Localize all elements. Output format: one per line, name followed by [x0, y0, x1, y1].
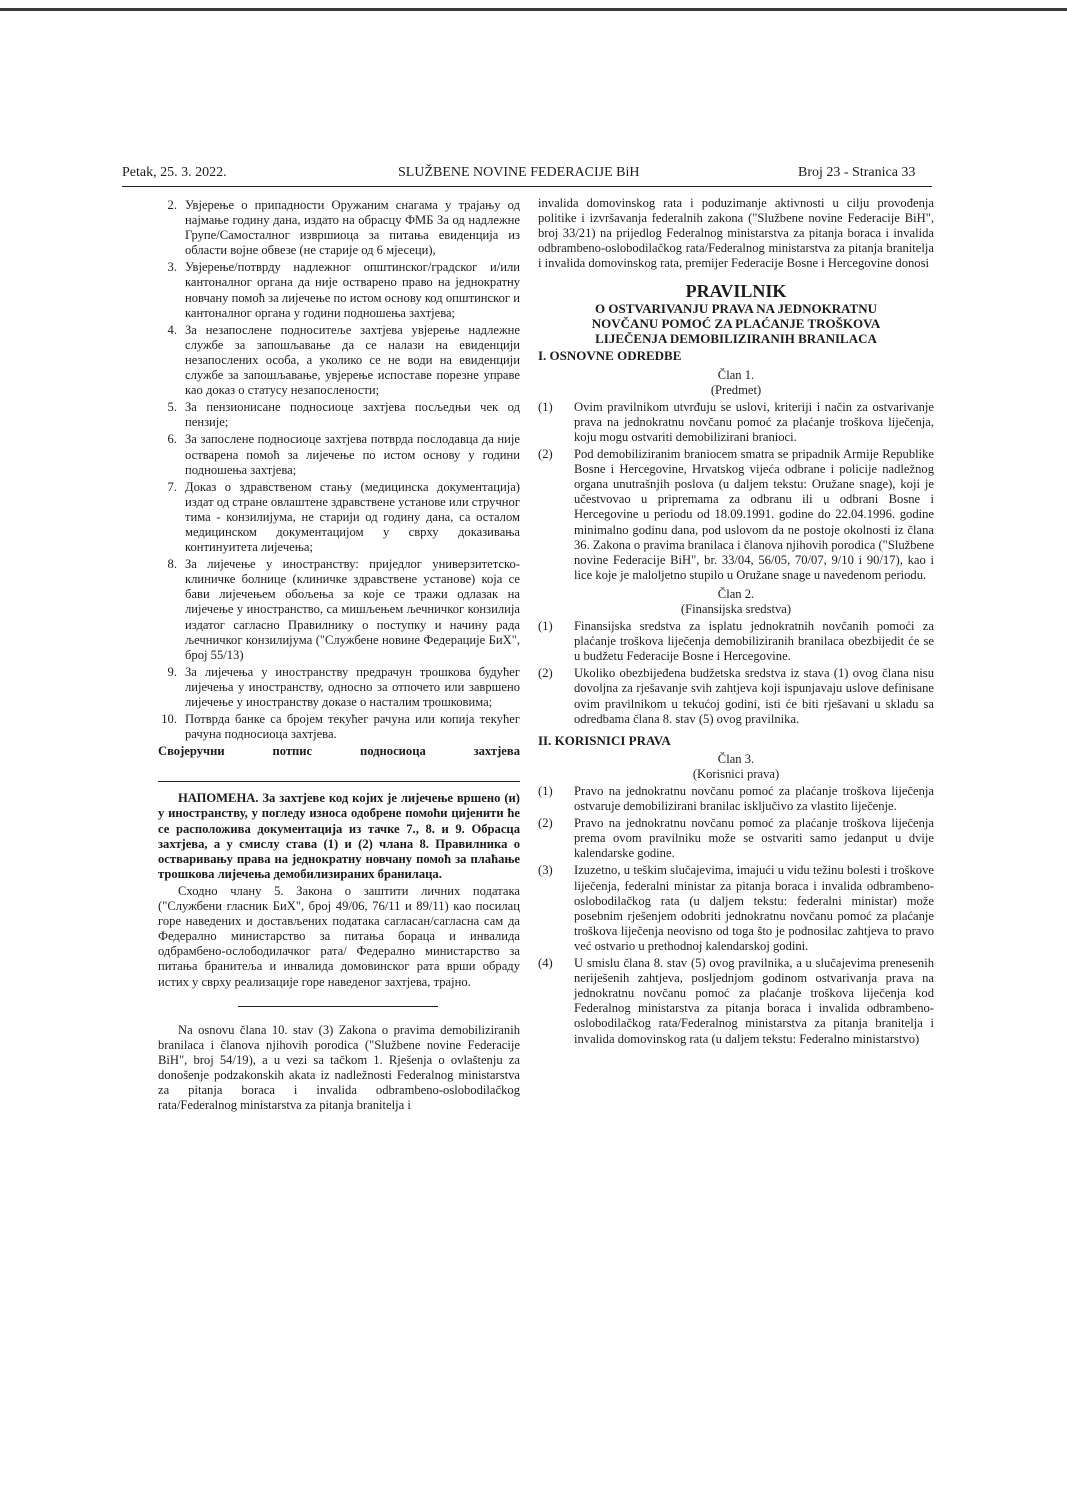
intro-paragraph: invalida domovinskog rata i poduzimanje aktivnosti u cilju provođenja politike i izvršavanja federalnih zakona ("Službene novine Federacije BiH", broj 33/21) na prijedlog Federalnog ministarstva za pitanja boraca i invalida odbrambeno-oslobodilačkog rata/Federalnog ministarstva za pitanja branitelja i invalida domovinskog rata, premijer Federacije Bosne i Hercegovine donosi	[538, 196, 934, 271]
list-item-text: Увјерење/потврду надлежног општинског/градског и/или кантоналног органа да није остварено право на једнократну новчану помоћ за лијечење по истом основу код општинског и кантоналног органа у години подношења захтјева;	[185, 260, 520, 320]
header-date: Petak, 25. 3. 2022.	[122, 165, 227, 180]
right-column	[538, 196, 934, 1049]
list-item	[158, 665, 520, 710]
article-paragraph	[538, 400, 934, 445]
header-page-number: Broj 23 - Stranica 33	[798, 165, 916, 180]
list-item-number: 3.	[167, 260, 177, 275]
list-item	[158, 323, 520, 398]
separator-rule	[158, 781, 520, 782]
document-subtitle-line-1: O OSTVARIVANJU PRAVA NA JEDNOKRATNU	[595, 301, 877, 317]
article-paragraph	[538, 863, 934, 954]
article-paragraph-text: Ovim pravilnikom utvrđuju se uslovi, kriteriji i način za ostvarivanje prava na jednokratnu novčanu pomoć za plaćanje troškova liječenja, koju mogu ostvariti demobilizirani branioci.	[574, 399, 934, 444]
article-paragraph	[538, 816, 934, 861]
list-item-text: За лијечења у иностранству предрачун трошкова будућег лијечења у иностранству, односно за отпочето или завршено лијечење у иностранству доказе о насталим трошковима;	[185, 664, 520, 709]
list-item-text: За лијечење у иностранству: приједлог универзитетско-клиничке болнице (клиничке здравствене установе) која се бави лијечењем обољења за које се тражи одлазак на лијечење у иностранство, са мишљењем љечничког конзилија издатог сагласно Правилнику о поступку и начину рада љечничког конзилијума ("Службене новине Федерације БиХ", број 55/13)	[185, 557, 520, 662]
consent-paragraph: Сходно члану 5. Закона о заштити личних података ("Службени гласник БиХ", број 49/06, 76/11 и 89/11) као посилац горе наведених и достављених података сагласан/сагласна сам да Федерално министарство за питања бораца и инвалида одбрамбено-ослободилачког рата/ Федерално министарство за питања бранитеља и инвалида домовинског рата врши обраду истих у сврху реализације горе наведеног захтјева, трајно.	[158, 883, 520, 989]
article-3-heading: Član 3.	[717, 751, 755, 766]
short-separator-rule	[238, 1006, 438, 1007]
list-item	[158, 260, 520, 320]
requirements-list	[158, 198, 520, 742]
article-paragraph-number: (2)	[538, 447, 553, 462]
article-paragraph-number: (1)	[538, 619, 553, 634]
article-paragraph	[538, 619, 934, 664]
article-2-subject: (Finansijska sredstva)	[680, 601, 792, 616]
article-1-subject: (Predmet)	[710, 382, 762, 397]
header-rule	[122, 186, 932, 187]
list-item	[158, 480, 520, 555]
article-paragraph-text: U smislu člana 8. stav (5) ovog pravilnika, a u slučajevima prenesenih neriješenih zahtjeva, posljednjom godinom ostvarivanja prava na jednokratnu novčanu pomoć za plaćanje troškova liječenja kod Federalnog ministarstva za pitanja boraca i invalida odbrambeno-oslobodilačkog rata/Federalnog ministarstva za pitanja branitelja i invalida domovinskog rata (u daljem tekstu: Federalno ministarstvo)	[574, 956, 934, 1046]
article-paragraph-text: Izuzetno, u teškim slučajevima, imajući u vidu težinu bolesti i troškove liječenja, federalni ministar za pitanja boraca i invalida odbrambeno-oslobodilačkog rata (u daljem tekstu: federalni ministar) može posebnim rješenjem odobriti jednokratnu novčanu pomoć za plaćanje troškova liječenja neovisno od toga što je podnosilac zahtjeva to pravo već ostvario u prethodnoj kalendarskoj godini.	[574, 863, 934, 953]
article-paragraph-text: Finansijska sredstva za isplatu jednokratnih novčanih pomoći za plaćanje troškova liječenja demobiliziranih branilaca obezbijedit će se u budžetu Federacije Bosne i Hercegovine.	[574, 619, 934, 664]
article-paragraph	[538, 447, 934, 583]
article-paragraph	[538, 666, 934, 726]
article-paragraph-number: (1)	[538, 784, 553, 798]
list-item	[158, 557, 520, 663]
list-item-text: Доказ о здравственом стању (медицинска документација) издат од стране овлаштене здравствене установе или стручног тима - конзилијума, не старији од годину дана, са осталом медицинском документацијом у сврху доказивања континуитета лијечења;	[185, 479, 520, 555]
article-paragraph-number: (1)	[538, 399, 553, 414]
article-3-subject: (Korisnici prava)	[692, 766, 780, 781]
signature-line	[158, 744, 520, 759]
list-item-number: 10.	[161, 712, 177, 727]
list-item-text: Увјерење о припадности Оружаним снагама у трајању од најмање годину дана, издато на обрасцу ФМБ За од надлежне Групе/Самосталног извршиоца за питања евиденција из области војне обвезе (не старије од 6 мјесеци),	[185, 198, 520, 258]
article-3-paragraphs	[538, 784, 934, 1047]
scan-edge-line	[0, 8, 1067, 11]
list-item-number: 6.	[167, 432, 177, 447]
document-subtitle-line-2: NOVČANU POMOĆ ZA PLAĆANJE TROŠKOVA	[591, 316, 881, 332]
article-paragraph-text: Ukoliko obezbijeđena budžetska sredstva iz stava (1) ovog člana nisu dovoljna za rješavanje svih zahtjeva koji ispunjavaju uslove definisane ovim pravilnikom u tekućoj godini, isti će biti rješavani u skladu sa odredbama člana 8. stav (5) ovog pravilnika.	[574, 666, 934, 726]
section-heading-1: I. OSNOVNE ODREDBE	[538, 348, 682, 364]
article-paragraph-number: (4)	[538, 956, 553, 971]
article-1-heading: Član 1.	[717, 367, 755, 382]
article-2-heading: Član 2.	[717, 586, 755, 601]
article-paragraph	[538, 784, 934, 814]
header-journal-title: SLUŽBENE NOVINE FEDERACIJE BiH	[398, 165, 640, 180]
list-item-number: 4.	[167, 322, 177, 337]
article-paragraph-number: (3)	[538, 863, 553, 878]
list-item-number: 8.	[167, 557, 177, 572]
list-item	[158, 712, 520, 742]
preamble-paragraph: Na osnovu člana 10. stav (3) Zakona o pravima demobiliziranih branilaca i članova njihovih porodica ("Službene novine Federacije BiH", broj 54/19), a u vezi sa tačkom 1. Rješenja o ovlaštenju za donošenje podzakonskih akata iz nadležnosti Federalnog ministarstva za pitanja boraca i invalida odbrambeno-oslobodilačkog rata/Federalnog ministarstva za pitanja branitelja i	[158, 1022, 520, 1113]
signature-word-2: потпис	[272, 744, 313, 759]
left-column	[158, 198, 520, 1115]
section-heading-2: II. KORISNICI PRAVA	[538, 732, 671, 748]
list-item	[158, 400, 520, 430]
list-item-text: За пензионисане подносиоце захтјева посљедњи чек од пензије;	[185, 400, 520, 430]
document-title: PRAVILNIK	[685, 281, 787, 302]
note-paragraph: НАПОМЕНА. За захтјеве код којих је лијечење вршено (и) у иностранству, у погледу износа одобрене помоћи цијенити ће се расположива документација из тачке 7., 8. и 9. Обрасца захтјева, а у смислу става (1) и (2) члана 8. Правилника о остваривању права на једнократну новчану помоћ за плаћање трошкова лијечења демобилизираних бранилаца.	[158, 791, 520, 881]
list-item-number: 2.	[167, 198, 177, 212]
article-paragraph-text: Pravo na jednokratnu novčanu pomoć za plaćanje troškova liječenja prema ovom pravilniku može se ostvariti samo jedanput u dvije kalendarske godine.	[574, 816, 934, 861]
article-paragraph	[538, 956, 934, 1047]
article-paragraph-number: (2)	[538, 666, 553, 681]
article-paragraph-text: Pod demobiliziranim braniocem smatra se pripadnik Armije Republike Bosne i Hercegovine, Hrvatskog vijeća odbrane i policije nadležnog organa unutrašnjih poslova (u daljem tekstu: Oružane snage), koji je učestvovao u pripremama za odbranu ili u odbrani Bosne i Hercegovine u periodu od 18.09.1991. godine do 22.04.1996. godine minimalno godinu dana, pod uslovom da ne postoje okolnosti iz člana 36. Zakona o pravima branilaca i članova njihovih porodica ("Službene novine Federacije BiH", br. 33/04, 56/05, 70/07, 9/10 i 90/17), kao i lice koje je maloljetno stupilo u Oružane snage u navedenom periodu.	[574, 447, 934, 582]
list-item	[158, 198, 520, 258]
signature-word-4: захтјева	[473, 744, 520, 759]
list-item-text: За запослене подносиоце захтјева потврда послодавца да није остварена помоћ за лијечење по истом основу у години подношења захтјева;	[185, 432, 520, 477]
document-subtitle-line-3: LIJEČENJA DEMOBILIZIRANIH BRANILACA	[595, 331, 877, 347]
article-paragraph-number: (2)	[538, 816, 553, 831]
list-item-number: 7.	[167, 479, 177, 494]
article-2-paragraphs	[538, 619, 934, 727]
signature-word-3: подносиоца	[359, 744, 426, 759]
article-paragraph-text: Pravo na jednokratnu novčanu pomoć za plaćanje troškova liječenja ostvaruje demobilizirani branilac isključivo za vlastito liječenje.	[574, 784, 934, 814]
signature-word-1: Својеручни	[158, 744, 225, 759]
list-item-text: Потврда банке са бројем текућег рачуна или копија текућег рачуна подносиоца захтјева.	[185, 712, 520, 742]
list-item-number: 9.	[167, 664, 177, 679]
article-1-paragraphs	[538, 400, 934, 583]
list-item-number: 5.	[167, 400, 177, 415]
list-item	[158, 432, 520, 477]
list-item-text: За незапослене подноситеље захтјева увјерење надлежне службе за запошљавање да се налази на евиденцији незапослених особа, а уколико се не води на евиденцији службе за запошљавање, увјерење испоставе порезне управе као доказ о статусу незапослености;	[185, 322, 520, 398]
